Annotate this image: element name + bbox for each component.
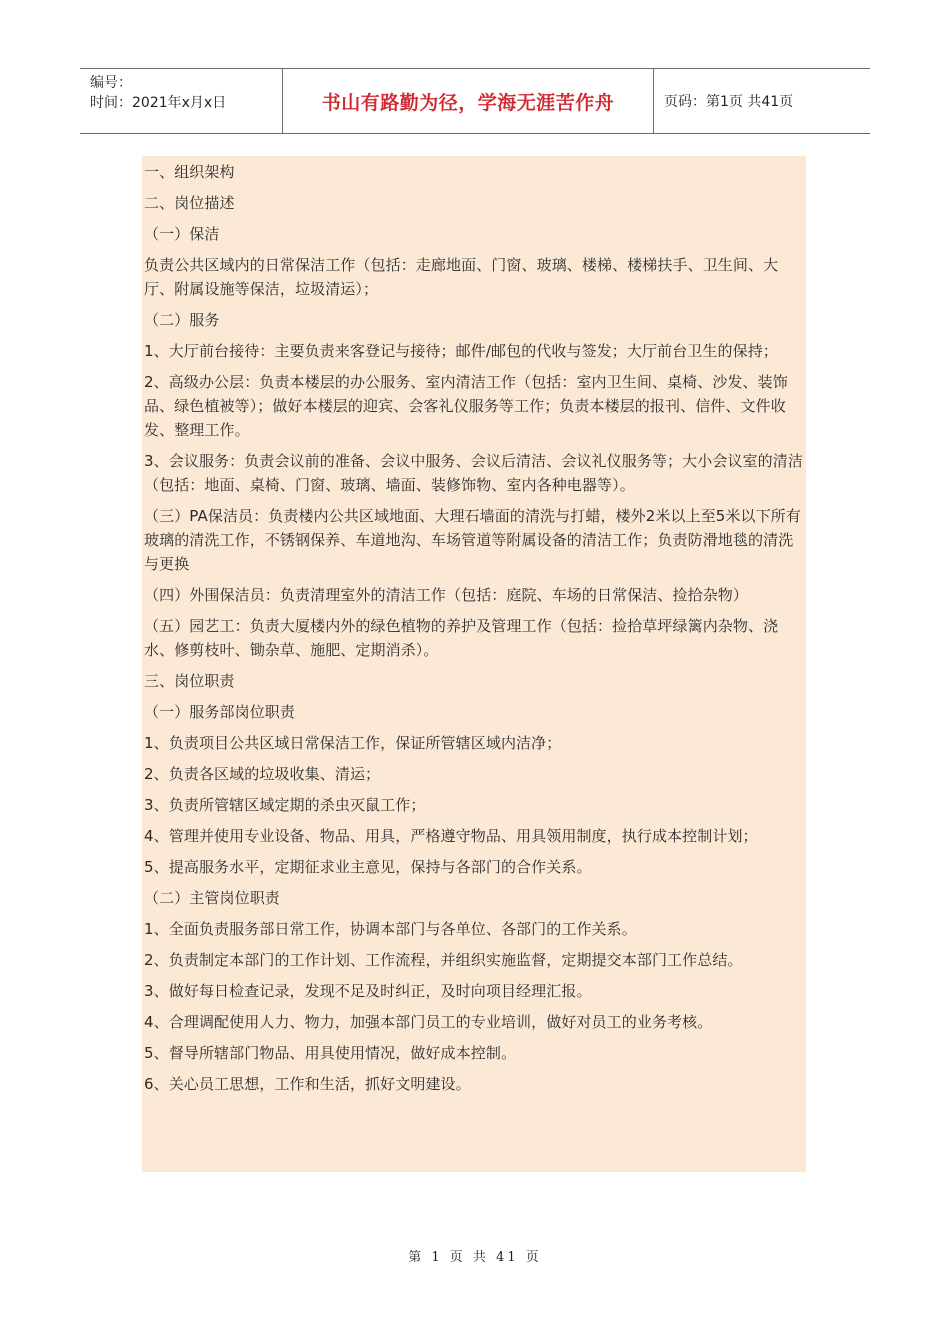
header-motto: 书山有路勤为径，学海无涯苦作舟 xyxy=(282,69,654,133)
heading-responsibilities: 三、岗位职责 xyxy=(144,672,235,690)
list-item: 2、负责各区域的垃圾收集、清运； xyxy=(144,765,381,783)
list-item: 2、负责制定本部门的工作计划、工作流程，并组织实施监督，定期提交本部门工作总结。 xyxy=(144,951,743,969)
paragraph: （四）外围保洁员：负责清理室外的清洁工作（包括：庭院、车场的日常保洁、捡拾杂物） xyxy=(144,586,749,604)
paragraph: 1、大厅前台接待：主要负责来客登记与接待；邮件/邮包的代收与签发；大厅前台卫生的保持； xyxy=(144,342,778,360)
list-item: 3、做好每日检查记录，发现不足及时纠正，及时向项目经理汇报。 xyxy=(144,982,592,1000)
header-page-info: 页码：第1页 共41页 xyxy=(664,94,794,110)
list-item: 5、提高服务水平，定期征求业主意见，保持与各部门的合作关系。 xyxy=(144,858,592,876)
subheading-service-dept: （一）服务部岗位职责 xyxy=(144,703,296,721)
subheading-cleaning: （一）保洁 xyxy=(144,225,220,243)
subheading-supervisor: （二）主管岗位职责 xyxy=(144,889,280,907)
document-header xyxy=(80,68,870,134)
document-body xyxy=(142,156,806,1172)
page-footer: 第 1 页 共 41 页 xyxy=(408,1250,542,1265)
heading-org-structure: 一、组织架构 xyxy=(144,163,235,181)
paragraph: （五）园艺工：负责大厦楼内外的绿色植物的养护及管理工作（包括：捡拾草坪绿篱内杂物、浇水、修剪枝叶、锄杂草、施肥、定期消杀）。 xyxy=(144,617,779,659)
heading-job-description: 二、岗位描述 xyxy=(144,194,235,212)
date-label: 时间：2021年x月x日 xyxy=(90,95,227,111)
header-meta xyxy=(80,69,282,133)
paragraph: 负责公共区域内的日常保洁工作（包括：走廊地面、门窗、玻璃、楼梯、楼梯扶手、卫生间、大厅、附属设施等保洁，垃圾清运）； xyxy=(144,256,779,298)
list-item: 5、督导所辖部门物品、用具使用情况，做好成本控制。 xyxy=(144,1044,517,1062)
paragraph: 2、高级办公层：负责本楼层的办公服务、室内清洁工作（包括：室内卫生间、桌椅、沙发、装饰品、绿色植被等）；做好本楼层的迎宾、会客礼仪服务等工作；负责本楼层的报刊、信件、文件收发、整理工作。 xyxy=(144,373,788,439)
subheading-service: （二）服务 xyxy=(144,311,220,329)
list-item: 1、负责项目公共区域日常保洁工作，保证所管辖区域内洁净； xyxy=(144,734,562,752)
number-label: 编号： xyxy=(90,75,132,91)
list-item: 1、全面负责服务部日常工作，协调本部门与各单位、各部门的工作关系。 xyxy=(144,920,637,938)
paragraph: 3、会议服务：负责会议前的准备、会议中服务、会议后清洁、会议礼仪服务等；大小会议室的清洁（包括：地面、桌椅、门窗、玻璃、墙面、装修饰物、室内各种电器等）。 xyxy=(144,452,803,494)
list-item: 3、负责所管辖区域定期的杀虫灭鼠工作； xyxy=(144,796,426,814)
list-item: 4、管理并使用专业设备、物品、用具，严格遵守物品、用具领用制度，执行成本控制计划； xyxy=(144,827,758,845)
list-item: 6、关心员工思想，工作和生活，抓好文明建设。 xyxy=(144,1075,471,1093)
list-item: 4、合理调配使用人力、物力，加强本部门员工的专业培训，做好对员工的业务考核。 xyxy=(144,1013,713,1031)
paragraph: （三）PA保洁员：负责楼内公共区域地面、大理石墙面的清洗与打蜡，楼外2米以上至5米以下所有玻璃的清洗工作，不锈钢保养、车道地沟、车场管道等附属设备的清洁工作；负责防滑地毯的清洗与更换 xyxy=(144,507,801,573)
